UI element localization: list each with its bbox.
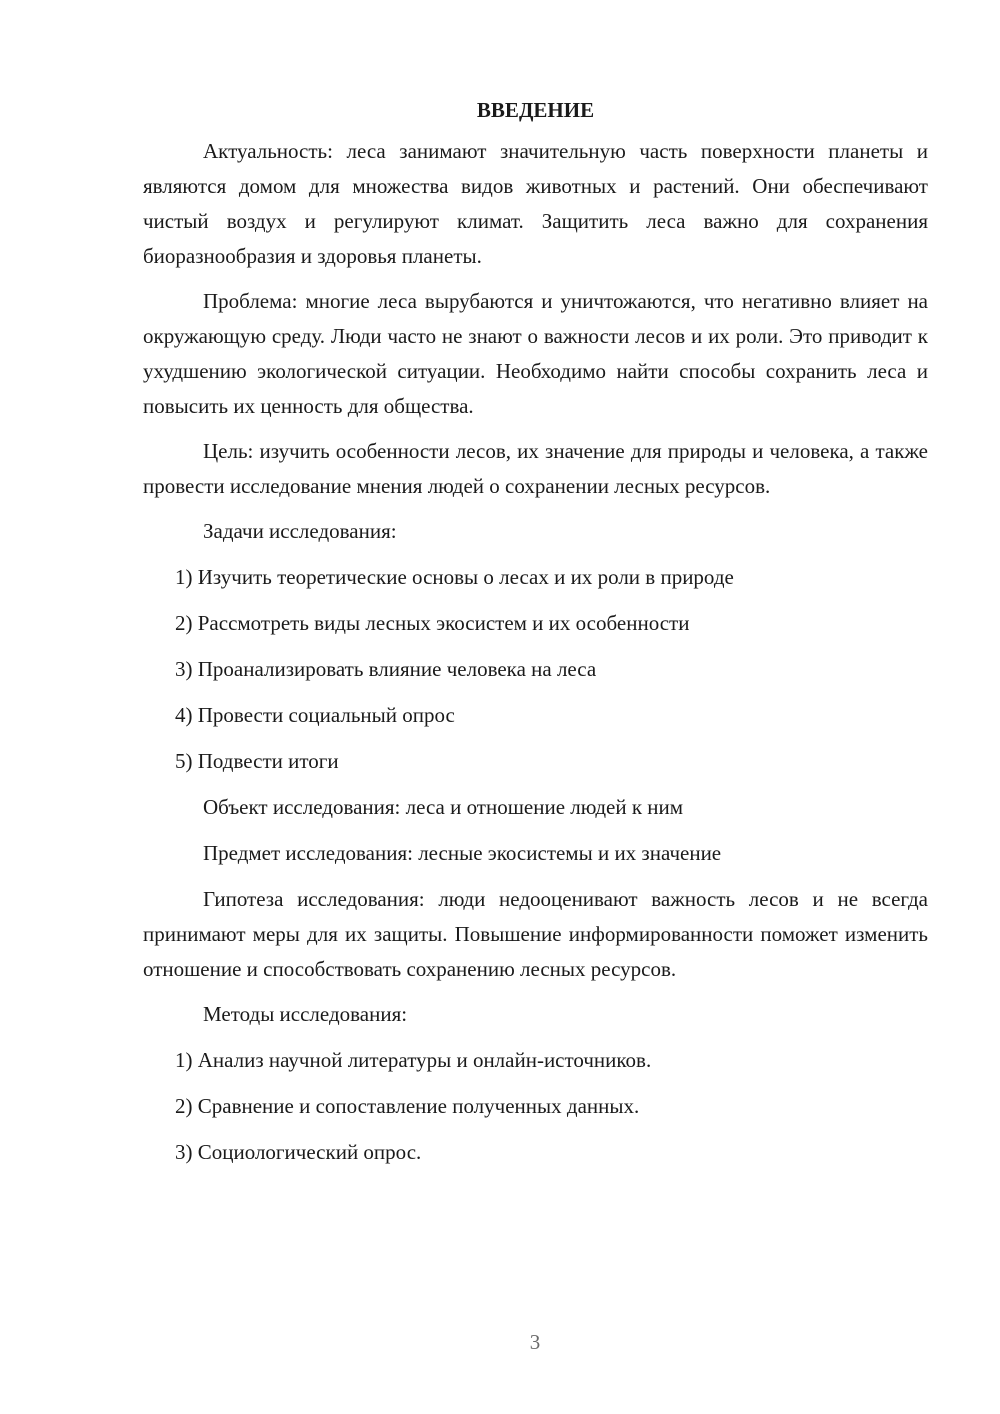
task-item-4: 4) Провести социальный опрос <box>175 703 455 727</box>
actuality-paragraph: Актуальность: леса занимают значительную часть поверхности планеты и являются домом для множества видов животных и растений. Они обеспечивают чистый воздух и регулируют климат. Защитить леса важно для сохранения биоразнообразия и здоровья планеты. <box>143 139 928 268</box>
subject-line: Предмет исследования: лесные экосистемы и их значение <box>203 841 722 865</box>
problem-paragraph: Проблема: многие леса вырубаются и уничтожаются, что негативно влияет на окружающую среду. Люди часто не знают о важности лесов и их роли. Это приводит к ухудшению экологической ситуации. Необходимо найти способы сохранить леса и повысить их ценность для общества. <box>143 289 928 418</box>
method-item-1: 1) Анализ научной литературы и онлайн-источников. <box>175 1048 652 1072</box>
hypothesis-paragraph: Гипотеза исследования: люди недооценивают важность лесов и не всегда принимают меры для их защиты. Повышение информированности поможет изменить отношение и способствовать сохранению лесных ресурсов. <box>143 887 928 981</box>
task-item-3: 3) Проанализировать влияние человека на леса <box>175 657 597 681</box>
method-item-3: 3) Социологический опрос. <box>175 1140 422 1164</box>
method-item-2: 2) Сравнение и сопоставление полученных данных. <box>175 1094 640 1118</box>
task-item-5: 5) Подвести итоги <box>175 749 339 773</box>
methods-heading: Методы исследования: <box>203 1002 408 1026</box>
goal-paragraph: Цель: изучить особенности лесов, их значение для природы и человека, а также провести исследование мнения людей о сохранении лесных ресурсов. <box>143 439 928 498</box>
task-item-1: 1) Изучить теоретические основы о лесах и их роли в природе <box>175 565 734 589</box>
task-item-2: 2) Рассмотреть виды лесных экосистем и их особенности <box>175 611 690 635</box>
object-line: Объект исследования: леса и отношение людей к ним <box>203 795 684 819</box>
page-number: 3 <box>529 1330 541 1354</box>
document-page <box>143 92 928 1170</box>
page-title: ВВЕДЕНИЕ <box>476 98 595 122</box>
tasks-heading: Задачи исследования: <box>203 519 397 543</box>
